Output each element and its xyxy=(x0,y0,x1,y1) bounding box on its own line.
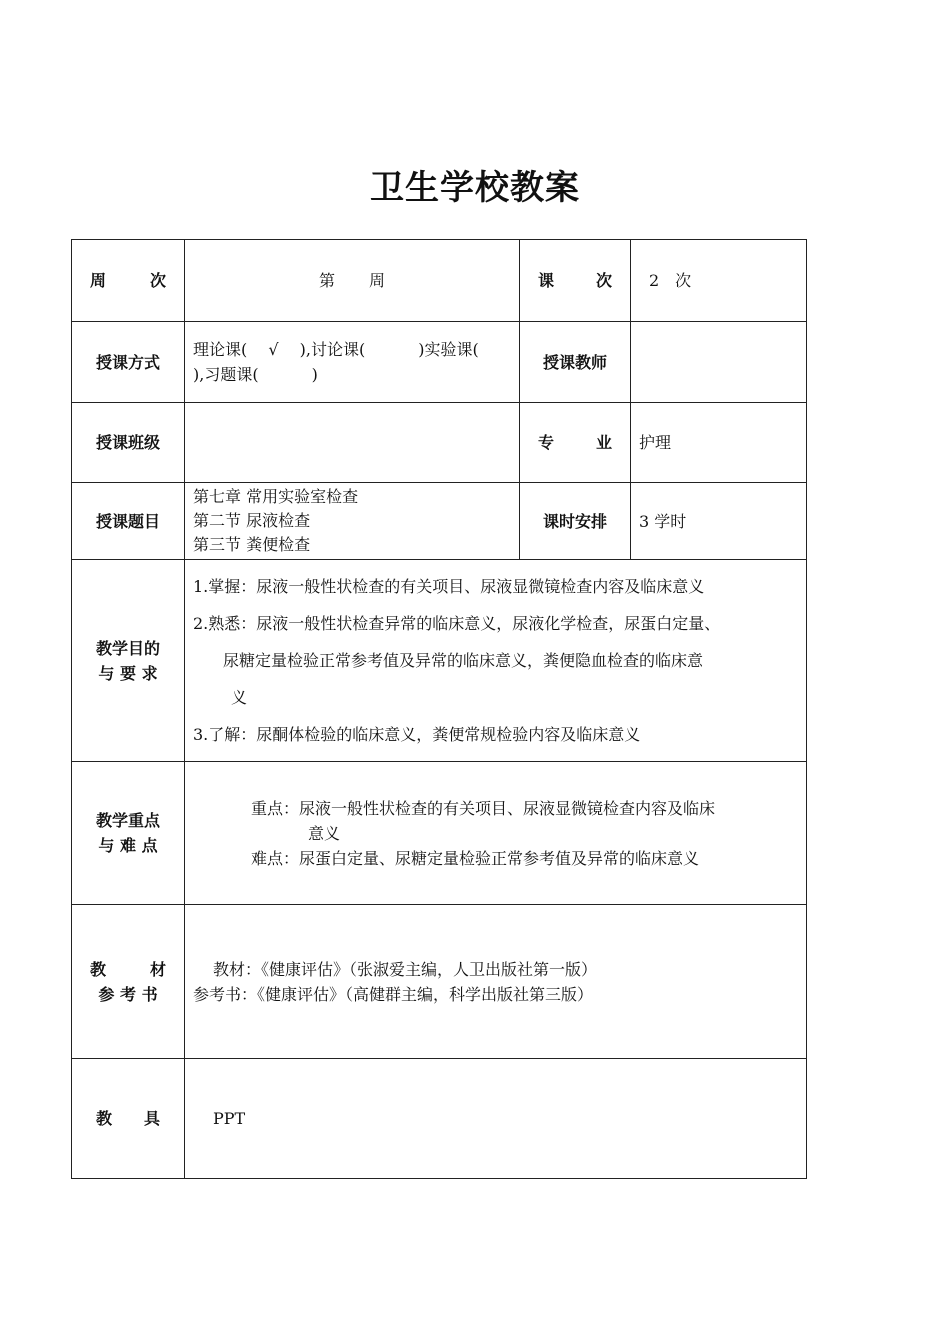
books-label: 教 材 参 考 书 xyxy=(72,905,185,1059)
reference-book: 参考书：《健康评估》（高健群主编，科学出版社第三版） xyxy=(193,984,594,1004)
keypoints-content xyxy=(185,762,807,905)
hours-label: 课时安排 xyxy=(520,483,631,560)
teacher-label: 授课教师 xyxy=(520,322,631,403)
class-value xyxy=(185,403,520,483)
objective-item: 2.熟悉：尿液一般性状检查异常的临床意义，尿液化学检查，尿蛋白定量、 xyxy=(193,614,721,633)
topic-label: 授课题目 xyxy=(72,483,185,560)
books-content xyxy=(185,905,807,1059)
row-books xyxy=(72,905,807,1059)
tools-label: 教 具 xyxy=(72,1059,185,1179)
method-label: 授课方式 xyxy=(72,322,185,403)
row-method xyxy=(72,322,807,403)
objective-item: 义 xyxy=(231,688,248,707)
row-class xyxy=(72,403,807,483)
method-value: 理论课( √ ),讨论课( )实验课( ),习题课( ) xyxy=(185,322,520,403)
row-keypoints xyxy=(72,762,807,905)
lesson-plan-table xyxy=(71,239,807,1179)
week-value: 第 周 xyxy=(185,240,520,322)
objective-item: 尿糖定量检验正常参考值及异常的临床意义，粪便隐血检查的临床意 xyxy=(223,651,704,670)
objective-item: 1.掌握：尿液一般性状检查的有关项目、尿液显微镜检查内容及临床意义 xyxy=(193,577,705,596)
topic-line: 第二节 尿液检查 xyxy=(193,511,311,530)
hours-value: 3 学时 xyxy=(631,483,807,560)
class-label: 授课班级 xyxy=(72,403,185,483)
row-topic xyxy=(72,483,807,560)
row-objectives xyxy=(72,560,807,762)
key-point: 重点：尿液一般性状检查的有关项目、尿液显微镜检查内容及临床 xyxy=(251,798,716,818)
topic-line: 第七章 常用实验室检查 xyxy=(193,487,359,506)
page-title: 卫生学校教案 xyxy=(370,168,580,208)
textbook: 教材：《健康评估》（张淑爱主编，人卫出版社第一版） xyxy=(213,959,598,979)
objectives-content xyxy=(185,560,807,762)
difficult-point: 难点：尿蛋白定量、尿糖定量检验正常参考值及异常的临床意义 xyxy=(251,848,700,868)
lesson-count-value: 2 次 xyxy=(631,240,807,322)
key-point-cont: 意义 xyxy=(308,823,341,843)
teacher-value xyxy=(631,322,807,403)
lesson-count-label: 课 次 xyxy=(520,240,631,322)
objective-item: 3.了解：尿酮体检验的临床意义，粪便常规检验内容及临床意义 xyxy=(193,725,641,744)
week-label: 周 次 xyxy=(72,240,185,322)
keypoints-label: 教学重点 与 难 点 xyxy=(72,762,185,905)
topic-line: 第三节 粪便检查 xyxy=(193,535,311,554)
tools-value: PPT xyxy=(185,1059,807,1179)
row-week xyxy=(72,240,807,322)
major-value: 护理 xyxy=(631,403,807,483)
major-label: 专 业 xyxy=(520,403,631,483)
topic-value xyxy=(185,483,520,560)
objectives-label: 教学目的 与 要 求 xyxy=(72,560,185,762)
row-tools xyxy=(72,1059,807,1179)
